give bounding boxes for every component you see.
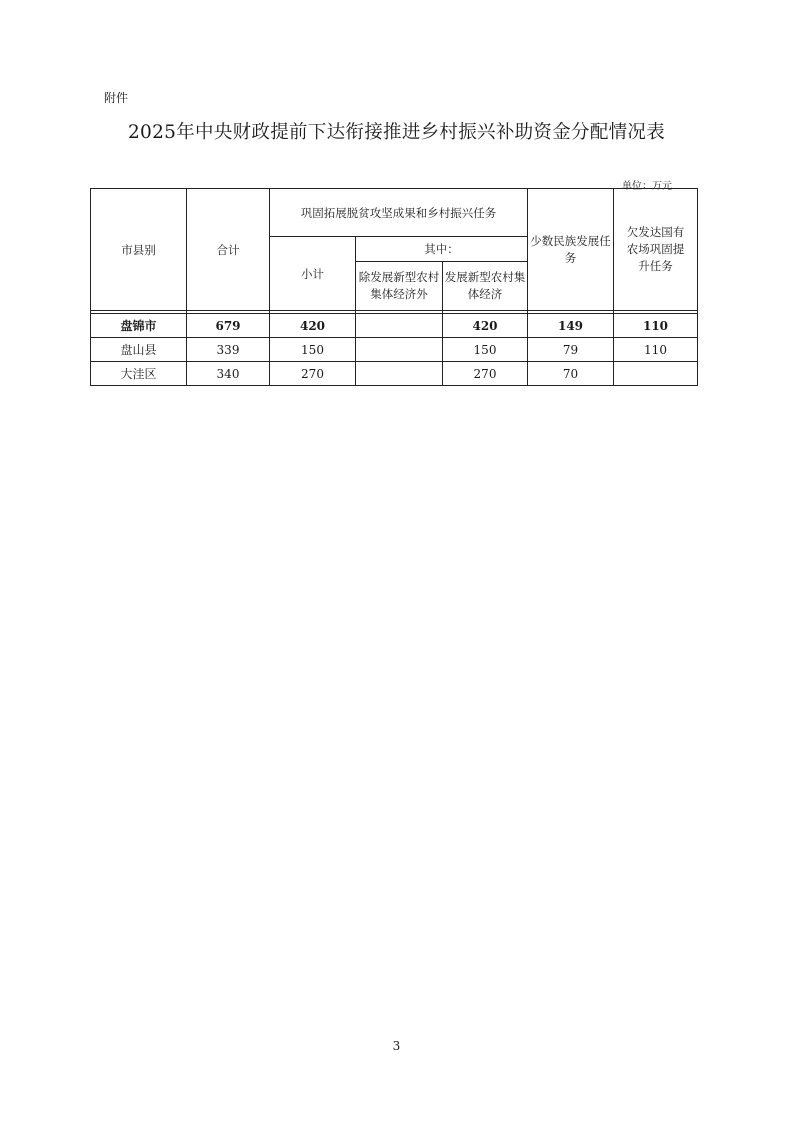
table-row [91, 362, 698, 386]
cell-state-farm [614, 362, 698, 386]
cell-excluding [356, 362, 443, 386]
cell-new-collective: 420 [443, 314, 528, 338]
cell-total: 340 [187, 362, 270, 386]
header-of-which: 其中： [356, 237, 528, 262]
cell-total: 679 [187, 314, 270, 338]
page-number: 3 [392, 1039, 401, 1053]
cell-new-collective: 270 [443, 362, 528, 386]
header-minority: 少数民族发展任务 [528, 189, 614, 311]
cell-total: 339 [187, 338, 270, 362]
cell-region: 大洼区 [91, 362, 187, 386]
header-subtotal: 小计 [270, 237, 356, 311]
cell-excluding [356, 314, 443, 338]
cell-new-collective: 150 [443, 338, 528, 362]
cell-region: 盘山县 [91, 338, 187, 362]
page-title: 2025年中央财政提前下达衔接推进乡村振兴补助资金分配情况表 [127, 122, 666, 143]
cell-excluding [356, 338, 443, 362]
header-total: 合计 [187, 189, 270, 311]
header-state-farm [614, 189, 698, 311]
cell-minority: 149 [528, 314, 614, 338]
unit-label: 单位：万元 [622, 181, 672, 192]
table-row [91, 314, 698, 338]
cell-minority: 79 [528, 338, 614, 362]
allocation-table [90, 188, 698, 386]
header-state-farm-text: 欠发达国有农场巩固提升任务 [626, 225, 685, 273]
cell-subtotal: 420 [270, 314, 356, 338]
cell-state-farm: 110 [614, 314, 698, 338]
cell-subtotal: 150 [270, 338, 356, 362]
cell-state-farm: 110 [614, 338, 698, 362]
header-new-collective: 发展新型农村集体经济 [443, 262, 528, 311]
table-row [91, 338, 698, 362]
header-region: 市县别 [91, 189, 187, 311]
cell-region: 盘锦市 [91, 314, 187, 338]
attachment-label: 附件 [104, 91, 129, 105]
header-excluding-new-collective: 除发展新型农村集体经济外 [356, 262, 443, 311]
cell-subtotal: 270 [270, 362, 356, 386]
cell-minority: 70 [528, 362, 614, 386]
header-consolidate-group: 巩固拓展脱贫攻坚成果和乡村振兴任务 [270, 189, 528, 237]
